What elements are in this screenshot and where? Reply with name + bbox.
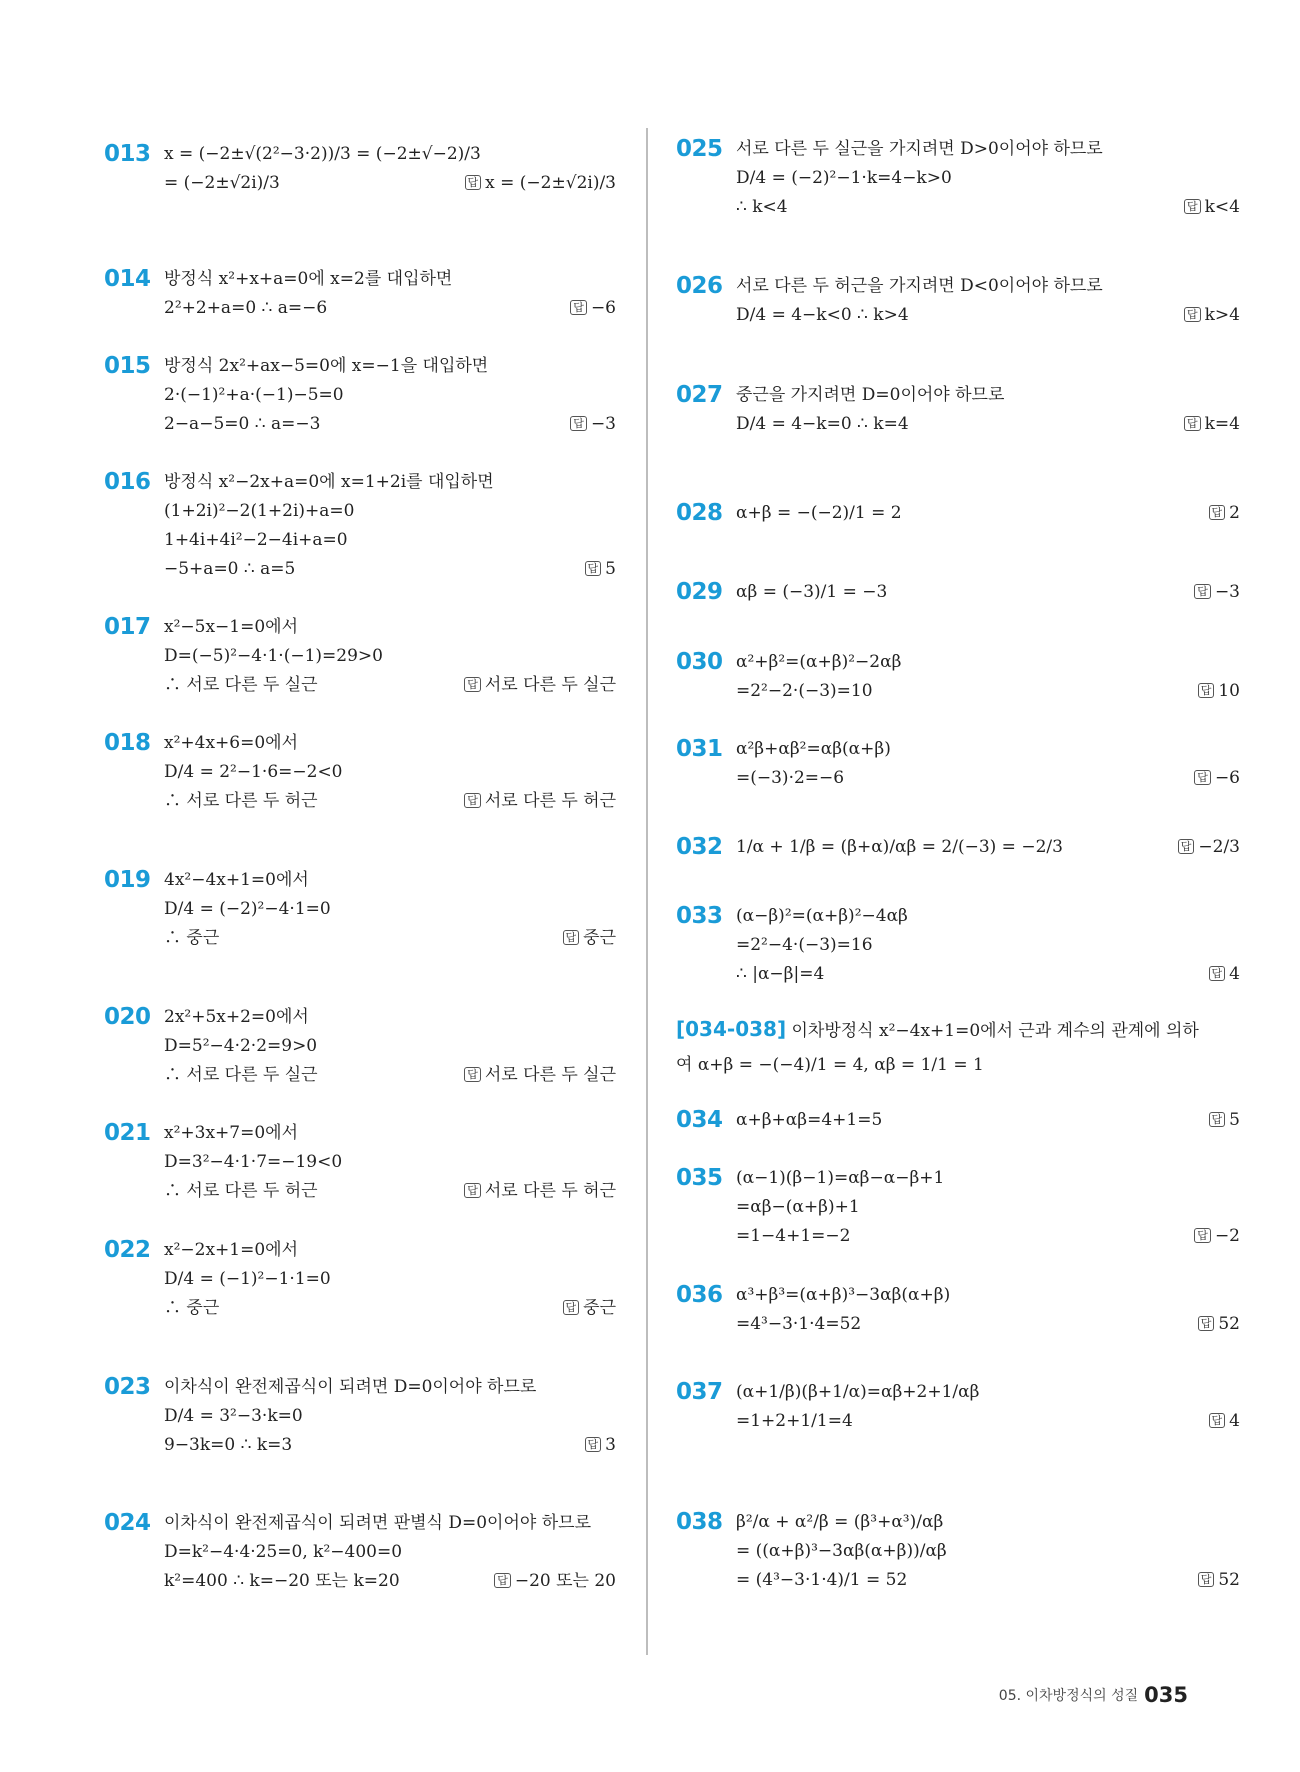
problem-number: 034: [676, 1107, 723, 1133]
problem-number: 020: [104, 1004, 151, 1030]
solution-line: 1/α + 1/β = (β+α)/αβ = 2/(−3) = −2/3: [736, 837, 1063, 857]
answer-marker-icon: 답: [563, 1300, 580, 1315]
solution-line: α²β+αβ²=αβ(α+β): [736, 739, 891, 759]
answer-value: −3: [590, 414, 616, 434]
problem-number: 023: [104, 1374, 151, 1400]
answer-value: −6: [1214, 768, 1240, 788]
problem-number: 014: [104, 266, 151, 292]
answer-value: x = (−2±√2i)/3: [485, 173, 616, 193]
column-divider: [646, 128, 648, 1655]
answer-value: 4: [1229, 1411, 1240, 1431]
answer-value: k=4: [1204, 414, 1240, 434]
solution-line: =4³−3·1·4=52: [736, 1314, 862, 1334]
answer-marker-icon: 답: [464, 677, 481, 692]
answer-marker-icon: 답: [570, 300, 587, 315]
answer: [563, 1297, 617, 1319]
answer-value: −20 또는 20: [514, 1571, 616, 1591]
problem-number: 028: [676, 500, 723, 526]
solution-line: 4x²−4x+1=0에서: [164, 870, 309, 890]
answer-marker-icon: 답: [1194, 1228, 1211, 1243]
solution-line: D/4 = (−2)²−4·1=0: [164, 899, 331, 919]
solution-line: ∴ 서로 다른 두 실근: [164, 1065, 318, 1085]
answer: [465, 172, 616, 194]
solution-line: 방정식 x²−2x+a=0에 x=1+2i를 대입하면: [164, 472, 494, 492]
answer-value: 10: [1218, 681, 1240, 701]
answer: [1209, 963, 1240, 985]
answer: [585, 1434, 616, 1456]
solution-line: = (−2±√2i)/3: [164, 173, 280, 193]
solution-line: 서로 다른 두 허근을 가지려면 D<0이어야 하므로: [736, 276, 1103, 296]
solution-line: 2·(−1)²+a·(−1)−5=0: [164, 385, 344, 405]
solution-line: =2²−4·(−3)=16: [736, 935, 873, 955]
solution-line: αβ = (−3)/1 = −3: [736, 582, 888, 602]
answer: [1194, 767, 1240, 789]
answer: [563, 927, 617, 949]
solution-line: =1−4+1=−2: [736, 1226, 851, 1246]
answer-value: 서로 다른 두 실근: [484, 1065, 616, 1085]
answer-marker-icon: 답: [465, 175, 482, 190]
answer-marker-icon: 답: [1184, 307, 1201, 322]
page-number: 035: [1144, 1683, 1188, 1707]
solution-line: (1+2i)²−2(1+2i)+a=0: [164, 501, 355, 521]
problem-number: 015: [104, 353, 151, 379]
solution-line: (α−1)(β−1)=αβ−α−β+1: [736, 1168, 945, 1188]
answer-marker-icon: 답: [464, 1183, 481, 1198]
solution-line: 방정식 2x²+ax−5=0에 x=−1을 대입하면: [164, 356, 489, 376]
solution-line: ∴ 중근: [164, 928, 220, 948]
solution-line: β²/α + α²/β = (β³+α³)/αβ: [736, 1512, 944, 1532]
answer-value: k<4: [1204, 197, 1240, 217]
solution-line: = (4³−3·1·4)/1 = 52: [736, 1570, 908, 1590]
answer-marker-icon: 답: [1198, 683, 1215, 698]
solution-line: 1+4i+4i²−2−4i+a=0: [164, 530, 348, 550]
solution-line: =αβ−(α+β)+1: [736, 1197, 860, 1217]
solution-line: D/4 = 4−k=0 ∴ k=4: [736, 414, 909, 434]
answer: [464, 790, 616, 812]
solution-line: α²+β²=(α+β)²−2αβ: [736, 652, 902, 672]
answer-marker-icon: 답: [1198, 1316, 1215, 1331]
solution-line: −5+a=0 ∴ a=5: [164, 559, 296, 579]
solution-line: (α−β)²=(α+β)²−4αβ: [736, 906, 908, 926]
problem-number: 021: [104, 1120, 151, 1146]
problem-number: 019: [104, 867, 151, 893]
group-label: [034-038]: [676, 1017, 787, 1041]
problem-number: 018: [104, 730, 151, 756]
solution-line: =1+2+1/1=4: [736, 1411, 853, 1431]
problem-number: 035: [676, 1165, 723, 1191]
answer-marker-icon: 답: [585, 561, 602, 576]
problem-number: 029: [676, 579, 723, 605]
solution-line: 이차식이 완전제곱식이 되려면 판별식 D=0이어야 하므로: [164, 1513, 591, 1533]
answer-value: 3: [605, 1435, 616, 1455]
solution-line: D=(−5)²−4·1·(−1)=29>0: [164, 646, 383, 666]
solution-line: 방정식 x²+x+a=0에 x=2를 대입하면: [164, 269, 453, 289]
problem-number: 032: [676, 834, 723, 860]
solution-line: D/4 = 2²−1·6=−2<0: [164, 762, 343, 782]
answer-marker-icon: 답: [464, 793, 481, 808]
solution-line: ∴ |α−β|=4: [736, 964, 825, 984]
problem-number: 027: [676, 382, 723, 408]
answer-marker-icon: 답: [1178, 839, 1195, 854]
solution-line: k²=400 ∴ k=−20 또는 k=20: [164, 1571, 400, 1591]
solution-line: x²−5x−1=0에서: [164, 617, 299, 637]
chapter-title: 05. 이차방정식의 성질: [998, 1688, 1139, 1704]
answer-marker-icon: 답: [585, 1437, 602, 1452]
answer-value: 5: [605, 559, 616, 579]
page-footer: [999, 1683, 1188, 1707]
solution-line: 중근을 가지려면 D=0이어야 하므로: [736, 385, 1005, 405]
answer-marker-icon: 답: [1209, 966, 1226, 981]
solution-line: x²−2x+1=0에서: [164, 1240, 299, 1260]
answer-value: 서로 다른 두 허근: [484, 791, 616, 811]
problem-number: 031: [676, 736, 723, 762]
answer-value: −2: [1214, 1226, 1240, 1246]
solution-line: x²+3x+7=0에서: [164, 1123, 299, 1143]
answer-marker-icon: 답: [1198, 1572, 1215, 1587]
answer: [1194, 1225, 1240, 1247]
answer: [464, 1064, 616, 1086]
problem-number: 033: [676, 903, 723, 929]
problem-number: 037: [676, 1379, 723, 1405]
answer-marker-icon: 답: [1209, 1413, 1226, 1428]
answer: [1198, 1569, 1240, 1591]
answer: [1178, 836, 1240, 858]
problem-number: 022: [104, 1237, 151, 1263]
answer-marker-icon: 답: [563, 930, 580, 945]
solution-line: α+β+αβ=4+1=5: [736, 1110, 883, 1130]
solution-line: =2²−2·(−3)=10: [736, 681, 873, 701]
answer: [570, 297, 616, 319]
solution-line: 2x²+5x+2=0에서: [164, 1007, 309, 1027]
answer-marker-icon: 답: [1184, 199, 1201, 214]
solution-line: D=5²−4·2·2=9>0: [164, 1036, 318, 1056]
solution-line: 9−3k=0 ∴ k=3: [164, 1435, 293, 1455]
solution-line: 이차식이 완전제곱식이 되려면 D=0이어야 하므로: [164, 1377, 537, 1397]
problem-number: 036: [676, 1282, 723, 1308]
solution-line: (α+1/β)(β+1/α)=αβ+2+1/αβ: [736, 1382, 980, 1402]
answer: [1194, 581, 1240, 603]
problem-number: 026: [676, 273, 723, 299]
answer: [1184, 196, 1240, 218]
answer-marker-icon: 답: [1184, 416, 1201, 431]
answer-value: 서로 다른 두 허근: [484, 1181, 616, 1201]
solution-line: D=3²−4·1·7=−19<0: [164, 1152, 343, 1172]
solution-line: ∴ 서로 다른 두 허근: [164, 791, 318, 811]
answer-marker-icon: 답: [464, 1067, 481, 1082]
problem-number: 030: [676, 649, 723, 675]
answer-marker-icon: 답: [1194, 584, 1211, 599]
answer-value: 4: [1229, 964, 1240, 984]
solution-line: 서로 다른 두 실근을 가지려면 D>0이어야 하므로: [736, 139, 1103, 159]
solution-line: D/4 = (−1)²−1·1=0: [164, 1269, 331, 1289]
answer: [464, 1180, 616, 1202]
problem-number: 016: [104, 469, 151, 495]
answer-value: −6: [590, 298, 616, 318]
problem-number: 038: [676, 1509, 723, 1535]
solution-line: α³+β³=(α+β)³−3αβ(α+β): [736, 1285, 951, 1305]
group-034-038-intro: [676, 1018, 1199, 1076]
solution-line: D/4 = (−2)²−1·k=4−k>0: [736, 168, 952, 188]
solution-line: =(−3)·2=−6: [736, 768, 845, 788]
solution-line: D=k²−4·4·25=0, k²−400=0: [164, 1542, 403, 1562]
problem-number: 025: [676, 136, 723, 162]
solution-line: x²+4x+6=0에서: [164, 733, 299, 753]
answer-value: 서로 다른 두 실근: [484, 675, 616, 695]
answer-value: −2/3: [1198, 837, 1240, 857]
group-line-1: 이차방정식 x²−4x+1=0에서 근과 계수의 관계에 의하: [791, 1021, 1199, 1041]
solution-line: 2²+2+a=0 ∴ a=−6: [164, 298, 328, 318]
answer: [585, 558, 616, 580]
solution-line: ∴ 중근: [164, 1298, 220, 1318]
answer: [1209, 1109, 1240, 1131]
answer: [570, 413, 616, 435]
solution-line: ∴ k<4: [736, 197, 788, 217]
solution-line: D/4 = 3²−3·k=0: [164, 1406, 303, 1426]
answer-value: k>4: [1204, 305, 1240, 325]
answer: [464, 674, 616, 696]
answer-value: 중근: [583, 928, 616, 948]
solution-line: D/4 = 4−k<0 ∴ k>4: [736, 305, 909, 325]
answer-marker-icon: 답: [1209, 1112, 1226, 1127]
answer-value: 5: [1229, 1110, 1240, 1130]
answer-marker-icon: 답: [494, 1573, 511, 1588]
answer-value: 52: [1218, 1314, 1240, 1334]
answer-marker-icon: 답: [570, 416, 587, 431]
problem-number: 024: [104, 1510, 151, 1536]
answer: [1198, 1313, 1240, 1335]
answer: [1209, 1410, 1240, 1432]
answer-value: 중근: [583, 1298, 616, 1318]
solution-line: 2−a−5=0 ∴ a=−3: [164, 414, 321, 434]
answer-marker-icon: 답: [1194, 770, 1211, 785]
answer-value: 2: [1229, 503, 1240, 523]
solution-line: x = (−2±√(2²−3·2))/3 = (−2±√−2)/3: [164, 144, 481, 164]
solution-line: ∴ 서로 다른 두 실근: [164, 675, 318, 695]
problem-number: 017: [104, 614, 151, 640]
answer: [494, 1570, 616, 1592]
answer: [1209, 502, 1240, 524]
answer: [1184, 304, 1240, 326]
solution-line: α+β = −(−2)/1 = 2: [736, 503, 902, 523]
problem-number: 013: [104, 141, 151, 167]
answer: [1198, 680, 1240, 702]
group-line-2: 여 α+β = −(−4)/1 = 4, αβ = 1/1 = 1: [676, 1055, 984, 1075]
solution-line: = ((α+β)³−3αβ(α+β))/αβ: [736, 1541, 947, 1561]
solution-line: ∴ 서로 다른 두 허근: [164, 1181, 318, 1201]
answer-value: −3: [1214, 582, 1240, 602]
answer-marker-icon: 답: [1209, 505, 1226, 520]
answer: [1184, 413, 1240, 435]
answer-value: 52: [1218, 1570, 1240, 1590]
